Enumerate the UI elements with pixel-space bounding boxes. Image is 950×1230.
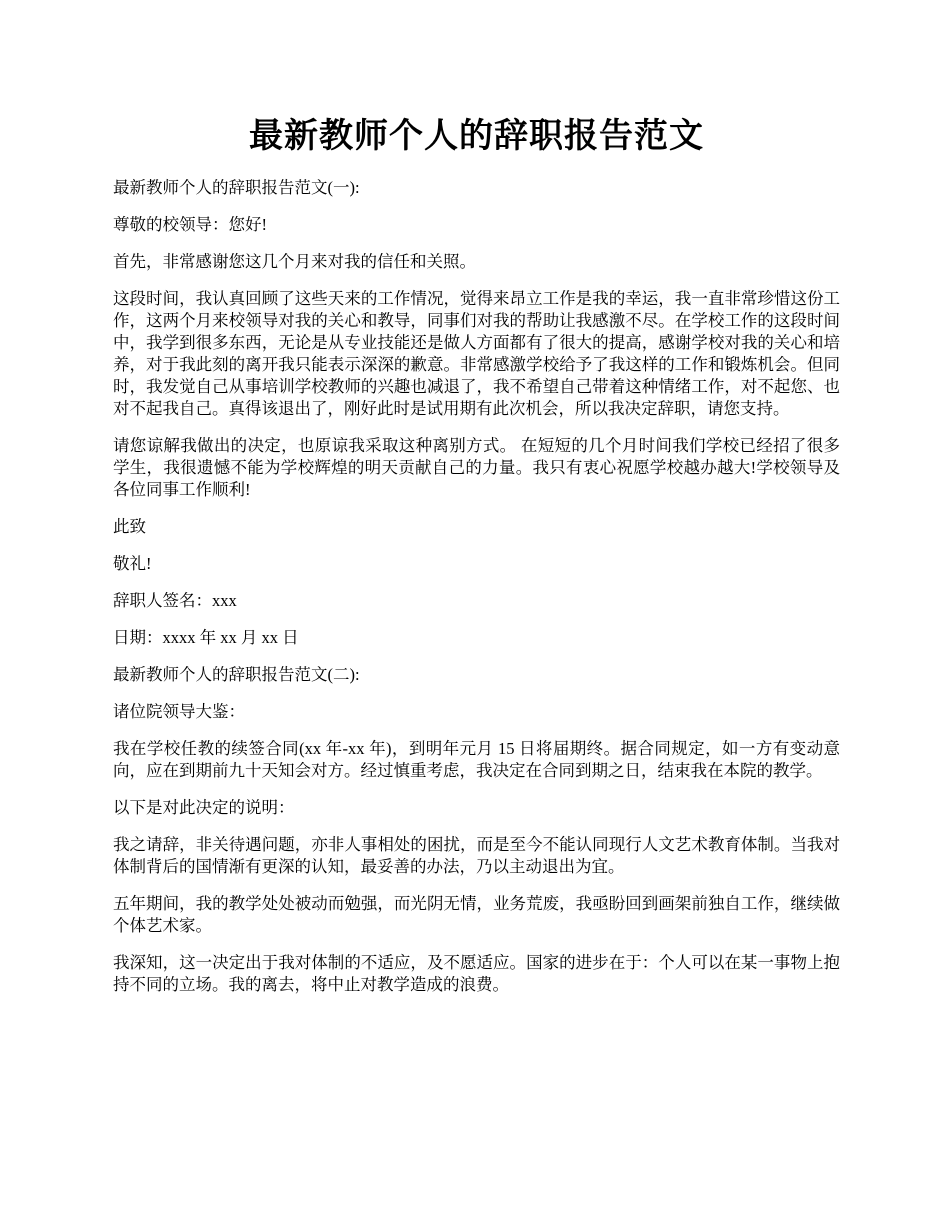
heading-part-two: 最新教师个人的辞职报告范文(二):: [113, 665, 360, 684]
paragraph: 五年期间，我的教学处处被动而勉强，而光阴无情，业务荒废，我亟盼回到画架前独自工作，继续做个体艺术家。: [113, 894, 840, 935]
document-page: [113, 113, 840, 1011]
signature-line: 辞职人签名：xxx: [113, 591, 237, 610]
paragraph: 请您谅解我做出的决定，也原谅我采取这种离别方式。 在短短的几个月时间我们学校已经招了很多学生，我很遗憾不能为学校辉煌的明天贡献自己的力量。我只有衷心祝愿学校越办越大!学校领导及各位同事工作顺利!: [113, 436, 840, 499]
closing-regards: 敬礼!: [113, 554, 152, 573]
heading-part-one: 最新教师个人的辞职报告范文(一):: [113, 178, 360, 197]
salutation: 尊敬的校领导：您好!: [113, 215, 267, 234]
paragraph: 首先，非常感谢您这几个月来对我的信任和关照。: [113, 252, 476, 271]
document-title: 最新教师个人的辞职报告范文: [249, 118, 704, 155]
paragraph: 我在学校任教的续签合同(xx 年-xx 年)，到明年元月 15 日将届期终。据合同规定，如一方有变动意向，应在到期前九十天知会对方。经过慎重考虑，我决定在合同到期之日，结束我在本院的教学。: [113, 739, 840, 780]
paragraph: 我深知，这一决定出于我对体制的不适应，及不愿适应。国家的进步在于：个人可以在某一事物上抱持不同的立场。我的离去，将中止对教学造成的浪费。: [113, 953, 840, 994]
paragraph: 我之请辞，非关待遇问题，亦非人事相处的困扰，而是至今不能认同现行人文艺术教育体制。当我对体制背后的国情渐有更深的认知，最妥善的办法，乃以主动退出为宜。: [113, 835, 840, 876]
date-line: 日期：xxxx 年 xx 月 xx 日: [113, 628, 299, 647]
salutation: 诸位院领导大鉴：: [113, 702, 245, 721]
paragraph: 以下是对此决定的说明：: [113, 798, 295, 817]
paragraph: 这段时间，我认真回顾了这些天来的工作情况，觉得来昂立工作是我的幸运，我一直非常珍惜这份工作，这两个月来校领导对我的关心和教导，同事们对我的帮助让我感激不尽。在学校工作的这段时间中，我学到很多东西，无论是从专业技能还是做人方面都有了很大的提高，感谢学校对我的关心和培养，对于我此刻的离开我只能表示深深的歉意。非常感激学校给予了我这样的工作和锻炼机会。但同时，我发觉自己从事培训学校教师的兴趣也减退了，我不希望自己带着这种情绪工作，对不起您、也对不起我自己。真得该退出了，刚好此时是试用期有此次机会，所以我决定辞职，请您支持。: [113, 289, 840, 418]
closing-line: 此致: [113, 517, 146, 536]
